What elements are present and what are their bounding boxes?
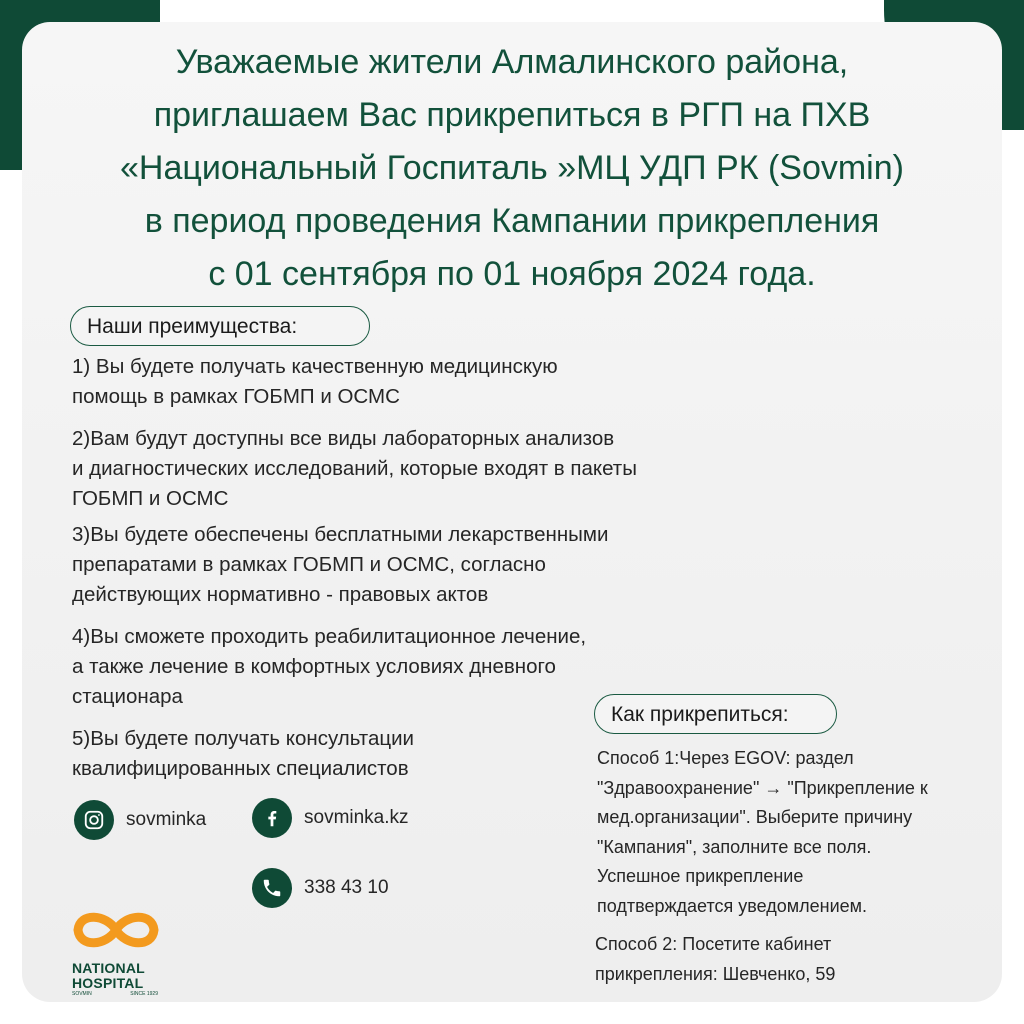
logo-text-hospital: HOSPITAL — [72, 975, 144, 991]
facebook-contact[interactable] — [252, 798, 409, 838]
instagram-contact[interactable] — [74, 800, 206, 840]
how-to-label: Как прикрепиться: — [594, 694, 837, 734]
advantages-label: Наши преимущества: — [70, 306, 370, 346]
advantage-item-4: 4)Вы сможете проходить реабилитационное лечение, а также лечение в комфортных условиях дневного стационара — [72, 625, 587, 708]
advantage-item-1: 1) Вы будете получать качественную медицинскую помощь в рамках ГОБМП и ОСМС — [72, 355, 558, 408]
advantage-item-5: 5)Вы будете получать консультации квалифицированных специалистов — [72, 727, 415, 780]
instagram-handle: sovminka — [126, 809, 207, 830]
method-1-text: Способ 1:Через EGOV: раздел "Здравоохранение" → "Прикрепление к мед.организации". Выберите причину "Кампания", заполните все поля. Успешное прикрепление подтверждается уведомлением. — [597, 748, 928, 916]
facebook-icon — [252, 798, 292, 838]
method-2-text: Способ 2: Посетите кабинет прикрепления: Шевченко, 59 — [595, 934, 836, 984]
facebook-handle: sovminka.kz — [304, 807, 409, 828]
logo-sub-left: SOVMIN — [72, 991, 92, 997]
phone-contact[interactable] — [252, 868, 389, 908]
advantage-item-3: 3)Вы будете обеспечены бесплатными лекарственными препаратами в рамках ГОБМП и ОСМС, согласно действующих нормативно - правовых актов — [72, 523, 609, 606]
phone-number: 338 43 10 — [304, 877, 389, 898]
title-line: в период проведения Кампании прикрепления — [144, 202, 880, 240]
advantage-item-2: 2)Вам будут доступны все виды лабораторных анализов и диагностических исследований, которые входят в пакеты ГОБМП и ОСМС — [72, 427, 637, 510]
title-line: Уважаемые жители Алмалинского района, — [175, 43, 849, 81]
hospital-logo-icon — [70, 904, 162, 961]
logo-subtext — [72, 991, 158, 997]
phone-icon — [252, 868, 292, 908]
logo-sub-right: SINCE 1929 — [130, 991, 158, 997]
page-title — [30, 36, 994, 301]
title-line: «Национальный Госпиталь »МЦ УДП РК (Sovmin) — [120, 149, 904, 187]
title-line: с 01 сентября по 01 ноября 2024 года. — [208, 255, 816, 293]
logo-text-national: NATIONAL — [72, 960, 145, 976]
instagram-icon — [74, 800, 114, 840]
title-line: приглашаем Вас прикрепиться в РГП на ПХВ — [153, 96, 871, 134]
